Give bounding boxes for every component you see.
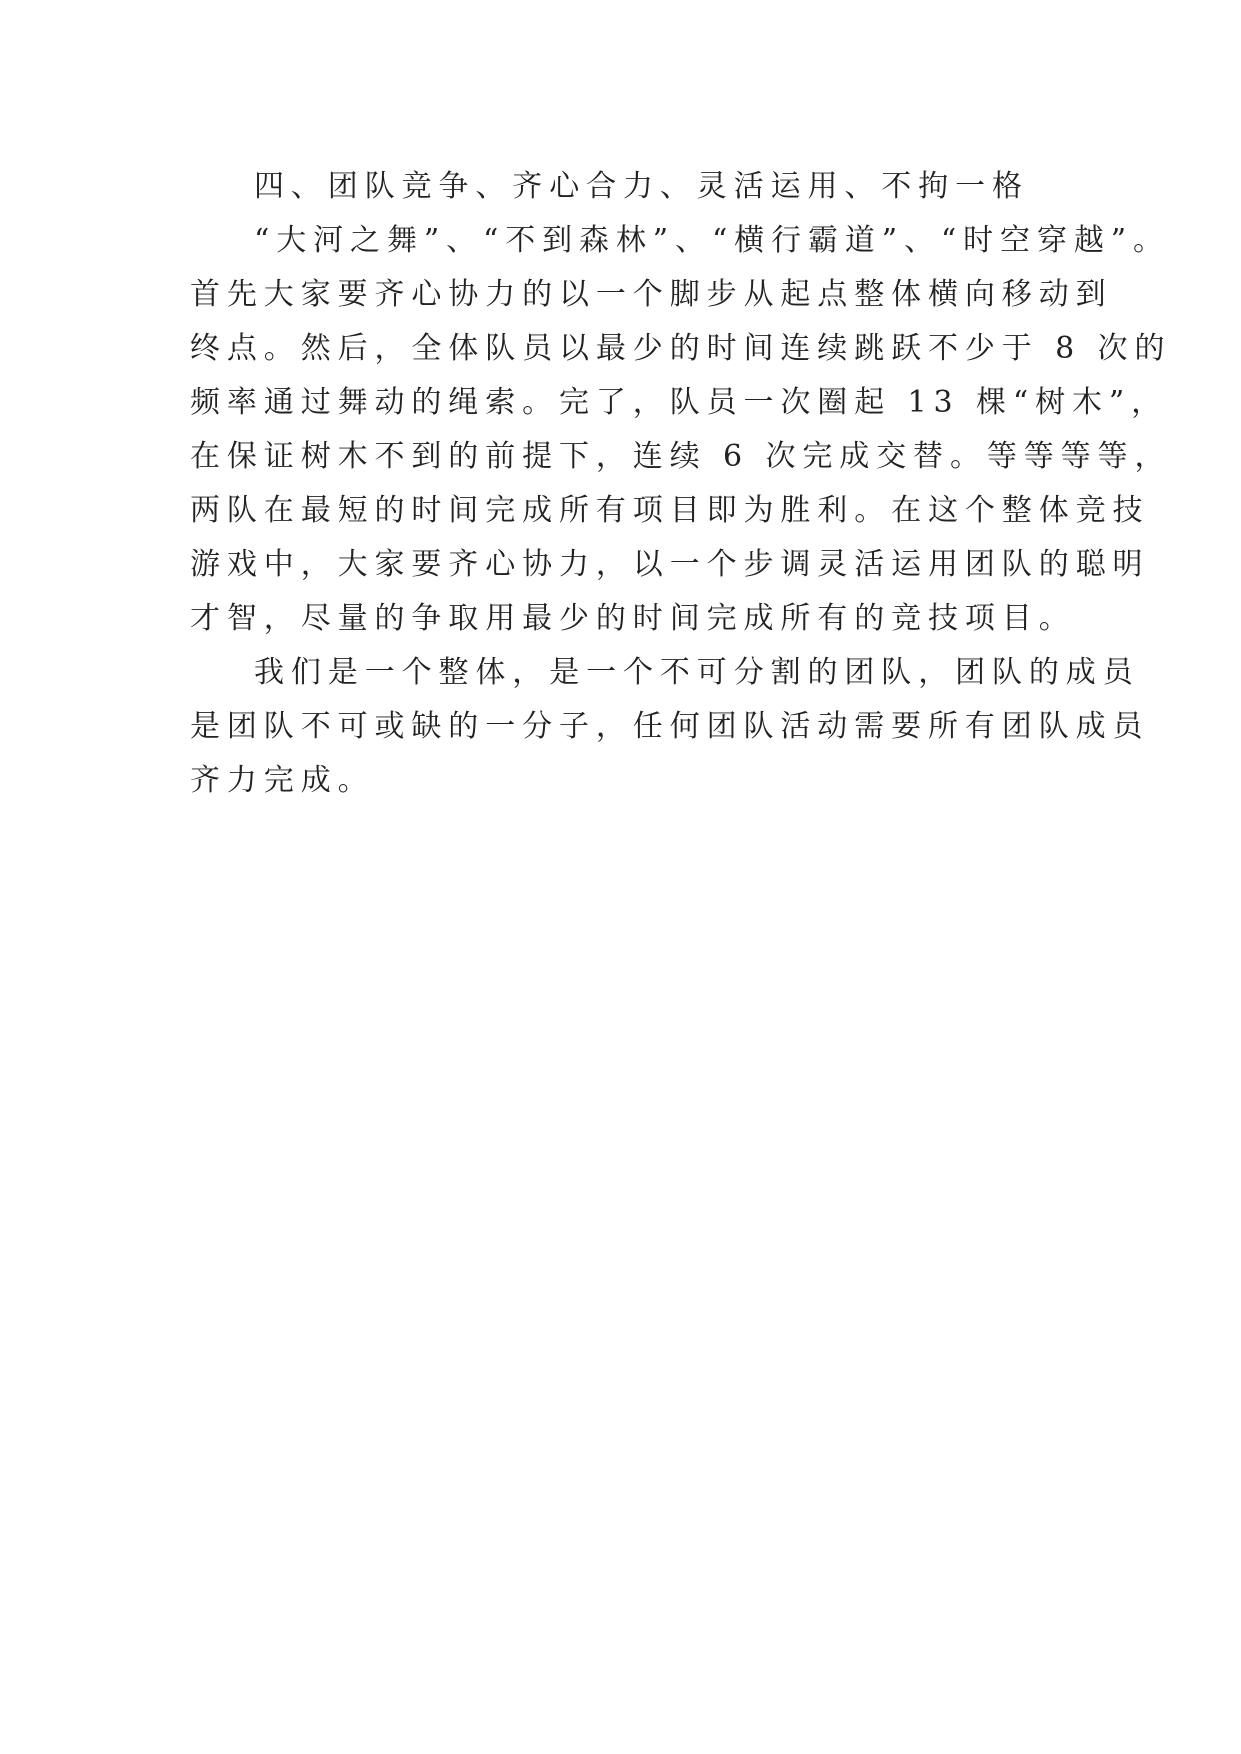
- paragraph-line: 在保证树木不到的前提下，连续 6 次完成交替。等等等等，: [190, 439, 1172, 474]
- paragraph-line: 游戏中，大家要齐心协力，以一个步调灵活运用团队的聪明: [190, 547, 1150, 582]
- paragraph-2: [190, 646, 1150, 808]
- paragraph-line: 我们是一个整体，是一个不可分割的团队，团队的成员: [254, 655, 1140, 690]
- paragraph-1: [190, 214, 1172, 646]
- section-heading: 四、团队竞争、齐心合力、灵活运用、不拘一格: [254, 169, 1029, 204]
- paragraph-line: 两队在最短的时间完成所有项目即为胜利。在这个整体竞技: [190, 493, 1150, 528]
- paragraph-line: 首先大家要齐心协力的以一个脚步从起点整体横向移动到: [190, 277, 1113, 312]
- document-body: [190, 160, 1172, 808]
- paragraph-line: 齐力完成。: [190, 763, 375, 798]
- paragraph-line: 终点。然后，全体队员以最少的时间连续跳跃不少于 8 次的: [190, 331, 1172, 366]
- paragraph-line: 频率通过舞动的绳索。完了，队员一次圈起 13 棵“树木”，: [190, 385, 1169, 420]
- paragraph-line: 才智，尽量的争取用最少的时间完成所有的竞技项目。: [190, 601, 1076, 636]
- paragraph-line: 是团队不可或缺的一分子，任何团队活动需要所有团队成员: [190, 709, 1150, 744]
- paragraph-line: “大河之舞”、“不到森林”、“横行霸道”、“时空穿越”。: [254, 223, 1170, 258]
